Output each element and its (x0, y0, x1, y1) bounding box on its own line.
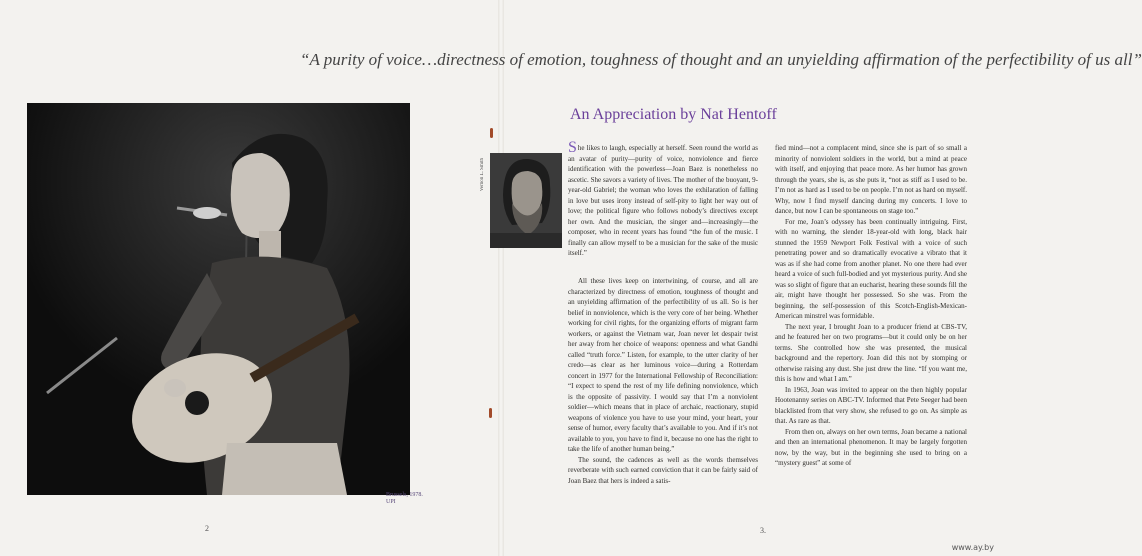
right-page-number: 3. (760, 526, 766, 535)
paragraph-6: The next year, I brought Joan to a producer friend at CBS-TV, and he featured her on two programs—but it could only be on her terms. She controlled how she was presented, the musical background and the repertory. Joan did this not by stomping or otherwise raising any dust. She just drew the line. “If you want me, this is how and what I am.” (775, 322, 967, 383)
author-photo (490, 153, 562, 248)
paragraph-4: fied mind—not a complacent mind, since she is part of so small a minority of nonviolent soldiers in the world, but a mind at peace with itself, and enjoying that peace more. As her humor has grown through the years, she is, as she puts it, “not as stiff as I used to be. I’m not as hard as I used to be on people. I’m not as hard on myself. Why, now I find myself dancing during my concerts. I love to dance, but now I can be spontaneous on stage too.” (775, 144, 967, 215)
inset-photo-credit: Vernon L. Smith (480, 158, 485, 192)
article-column-1-top (568, 139, 758, 259)
drop-cap: S (568, 139, 577, 156)
paragraph-2: All these lives keep on intertwining, of course, and all are characterized by directness of emotion, toughness of thought and an unyielding affirmation of the perfectibility of us all. So is her belief in nonviolence, which is the very core of her being. Whether working for civil rights, for the organizing efforts of migrant farm workers, or against the Vietnam war, Joan never let despair twist her away from her choice of weapons: openness and what Gandhi called “truth force.” Listen, for example, to the utter clarity of her credo—as clear as her luminous voice—during a Rotterdam concert in 1977 for the International Fellowship of Reconciliation: “I expect to spend the rest of my life defining nonviolence, which is the opposite of passivity. I would say that I’m a nonviolent soldier—which means that in place of archaic, reactionary, stupid weapons of violence you have to use your mind, your heart, your sense of humor, every faculty that’s available to you. And if it’s not available to you, you have to find it, because no one has the right to take the life of another human being.” (568, 277, 758, 453)
watermark: www.ay.by (951, 543, 994, 552)
article-column-2 (775, 143, 967, 469)
author-photo-art (490, 153, 562, 248)
article-title: An Appreciation by Nat Hentoff (570, 106, 777, 123)
performer-photo (27, 103, 410, 495)
paragraph-1-text: he likes to laugh, especially at herself. Seen round the world as an avatar of purity—purity of voice, nonviolence and fierce identification with the powerless—Joan Baez is nonetheless no ascetic. She savors a variety of lives. The mother of the buoyant, 9-year-old Gabriel; the woman who loves the exhilaration of falling in love but uses irony instead of self-pity to light her way out of love; the political figure who follows nobody’s directives except her own. And the musician, the singer and—increasingly—the composer, who in recent years has found “the fun of the music. I finally can allow myself to be a musician for the sake of the music itself.” (568, 144, 758, 257)
page-marker-middle (489, 408, 492, 418)
paragraph-5: For me, Joan’s odyssey has been continually intriguing. First, with no warning, the slender 18-year-old with long, black hair stunned the 1959 Newport Folk Festival with a voice of such penetrating power and so dramatically evocative a vibrato that it was as if she had come from another planet. No one there had ever heard a voice of such full-bodied and yet mysterious purity. And she was so slight of figure that an eucharist, hearing these sounds fill the air, might have thought her possessed. So she was. From the beginning, the self-possession of this Scotch-English-Mexican-American minstrel was formidable. (775, 217, 967, 320)
pull-quote: “A purity of voice…directness of emotion, toughness of thought and an unyielding affirmation of the perfectibility of us all” (300, 50, 1142, 69)
performer-photo-art (27, 103, 410, 495)
photo-caption (386, 492, 423, 506)
page-marker-top (490, 128, 493, 138)
page-gutter (498, 0, 504, 556)
paragraph-3: The sound, the cadences as well as the words themselves reverberate with such earned conviction that it can be fairly said of Joan Baez that hers is indeed a satis- (568, 455, 758, 485)
article-column-1-bottom (568, 276, 758, 486)
left-page-number: 2 (205, 524, 209, 533)
photo-caption-line-2: UPI (386, 499, 396, 505)
photo-caption-line-1: Brussels, 1978. (386, 492, 423, 498)
paragraph-8: From then on, always on her own terms, Joan became a national and then an international phenomenon. It may be largely forgotten now, by the way, but in the beginning she used to bring on a “mystery guest” at some of (775, 427, 967, 467)
paragraph-7: In 1963, Joan was invited to appear on the then highly popular Hootenanny series on ABC-TV. Informed that Pete Seeger had been blacklisted from that very show, she refused to go on. As simple as that. As rare as that. (775, 385, 967, 425)
paragraph-1 (568, 139, 758, 259)
